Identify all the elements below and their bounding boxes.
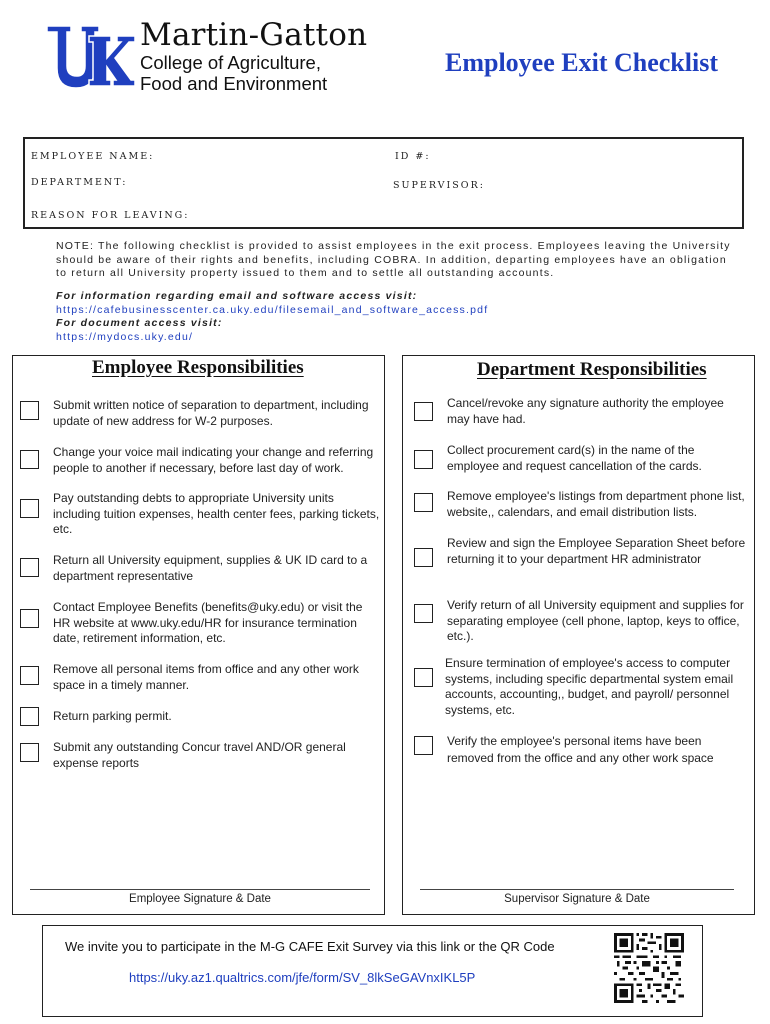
department-field[interactable]: DEPARTMENT: — [31, 177, 128, 188]
department-responsibilities-heading: Department Responsibilities — [477, 359, 707, 380]
checkbox[interactable] — [414, 493, 433, 512]
email-access-lead: For information regarding email and software access visit: — [56, 290, 418, 302]
checkbox[interactable] — [414, 668, 433, 687]
uk-logo-icon — [45, 22, 135, 94]
checkbox[interactable] — [414, 736, 433, 755]
checkbox[interactable] — [20, 609, 39, 628]
page-title: Employee Exit Checklist — [445, 48, 718, 77]
employee-signature-label: Employee Signature & Date — [129, 893, 271, 905]
supervisor-signature-line[interactable] — [420, 889, 734, 890]
checkbox[interactable] — [20, 499, 39, 518]
department-item-text: Verify the employee's personal items have been removed from the office and any other work space — [447, 734, 714, 765]
employee-signature-line[interactable] — [30, 889, 370, 890]
department-checklist-item — [414, 598, 749, 645]
email-access-link[interactable]: https://cafebusinesscenter.ca.uky.edu/filesemail_and_software_access.pdf — [56, 303, 489, 316]
college-subtitle-line-2: Food and Environment — [140, 73, 328, 94]
employee-item-text: Pay outstanding debts to appropriate University units including tuition expenses, health center fees, parking tickets, etc. — [53, 491, 380, 536]
employee-checklist-item — [20, 707, 380, 726]
employee-checklist-item — [20, 662, 380, 693]
employee-checklist-item — [20, 491, 380, 538]
college-name-block — [140, 18, 367, 94]
college-name: Martin-Gatton — [140, 17, 368, 53]
department-checklist-item — [414, 733, 749, 767]
employee-item-text: Submit any outstanding Concur travel AND/OR general expense reports — [53, 740, 346, 770]
document-access-link[interactable]: https://mydocs.uky.edu/ — [56, 330, 194, 343]
employee-checklist-item — [20, 398, 380, 429]
department-item-text: Review and sign the Employee Separation Sheet before returning it to your department HR administrator — [447, 536, 746, 566]
checkbox[interactable] — [20, 401, 39, 420]
department-item-text: Ensure termination of employee's access to computer systems, including specific departmental system email accounts, accounting,, budget, and payroll/ personnel systems, etc. — [445, 656, 734, 717]
employee-item-text: Contact Employee Benefits (benefits@uky.edu) or visit the HR website at www.uky.edu/HR for insurance termination date, retirement information, etc. — [53, 600, 363, 645]
employee-name-field[interactable]: EMPLOYEE NAME: — [31, 151, 155, 162]
employee-item-text: Change your voice mail indicating your change and referring people to another if necessary, before last day of work. — [53, 445, 374, 475]
college-subtitle-line-1: College of Agriculture, — [140, 52, 321, 73]
checkbox[interactable] — [20, 450, 39, 469]
employee-item-text: Submit written notice of separation to department, including update of new address for W-2 purposes. — [53, 398, 369, 428]
survey-invitation-text: We invite you to participate in the M-G CAFE Exit Survey via this link or the QR Code — [65, 939, 555, 954]
department-item-text: Collect procurement card(s) in the name of the employee and request cancellation of the cards. — [447, 443, 702, 473]
department-checklist-item — [414, 443, 749, 474]
employee-item-text: Return all University equipment, supplies & UK ID card to a department representative — [53, 553, 368, 583]
supervisor-signature-label: Supervisor Signature & Date — [504, 893, 650, 905]
department-checklist-item — [414, 489, 749, 520]
department-checklist-item — [414, 536, 749, 567]
exit-survey-box — [42, 925, 703, 1017]
document-access-lead: For document access visit: — [56, 317, 223, 329]
employee-checklist-item — [20, 740, 380, 771]
survey-link[interactable]: https://uky.az1.qualtrics.com/jfe/form/SV_8lkSeGAVnxIKL5P — [129, 970, 476, 985]
employee-checklist-item — [20, 445, 380, 476]
employee-checklist-item — [20, 600, 380, 647]
checkbox[interactable] — [414, 604, 433, 623]
reason-for-leaving-field[interactable]: REASON FOR LEAVING: — [31, 210, 190, 221]
checkbox[interactable] — [414, 402, 433, 421]
employee-item-text: Return parking permit. — [53, 709, 172, 723]
checkbox[interactable] — [20, 743, 39, 762]
employee-responsibilities-heading: Employee Responsibilities — [92, 357, 304, 378]
checkbox[interactable] — [20, 707, 39, 726]
checkbox[interactable] — [20, 558, 39, 577]
note-paragraph: NOTE: The following checklist is provided to assist employees in the exit process. Employees leaving the University should be aware of their rights and benefits, including COBRA. In addition, departing employees have an obligation to return all University property issued to them and to settle all outstanding accounts. — [56, 240, 731, 279]
department-item-text: Verify return of all University equipment and supplies for separating employee (cell phone, laptop, keys to office, etc.). — [447, 598, 744, 643]
checkbox[interactable] — [414, 450, 433, 469]
qr-code-icon[interactable] — [614, 933, 684, 1003]
id-field[interactable]: ID #: — [395, 151, 431, 162]
department-checklist-item — [414, 656, 754, 718]
department-checklist-item — [414, 396, 749, 427]
department-item-text: Cancel/revoke any signature authority the employee may have had. — [447, 396, 724, 426]
checkbox[interactable] — [20, 666, 39, 685]
employee-checklist-item — [20, 553, 380, 584]
employee-item-text: Remove all personal items from office and any other work space in a timely manner. — [53, 662, 359, 692]
supervisor-field[interactable]: SUPERVISOR: — [393, 180, 485, 191]
access-links — [56, 290, 488, 344]
checkbox[interactable] — [414, 548, 433, 567]
employee-info-box — [23, 137, 744, 229]
department-item-text: Remove employee's listings from department phone list, website,, calendars, and email distribution lists. — [447, 489, 745, 519]
